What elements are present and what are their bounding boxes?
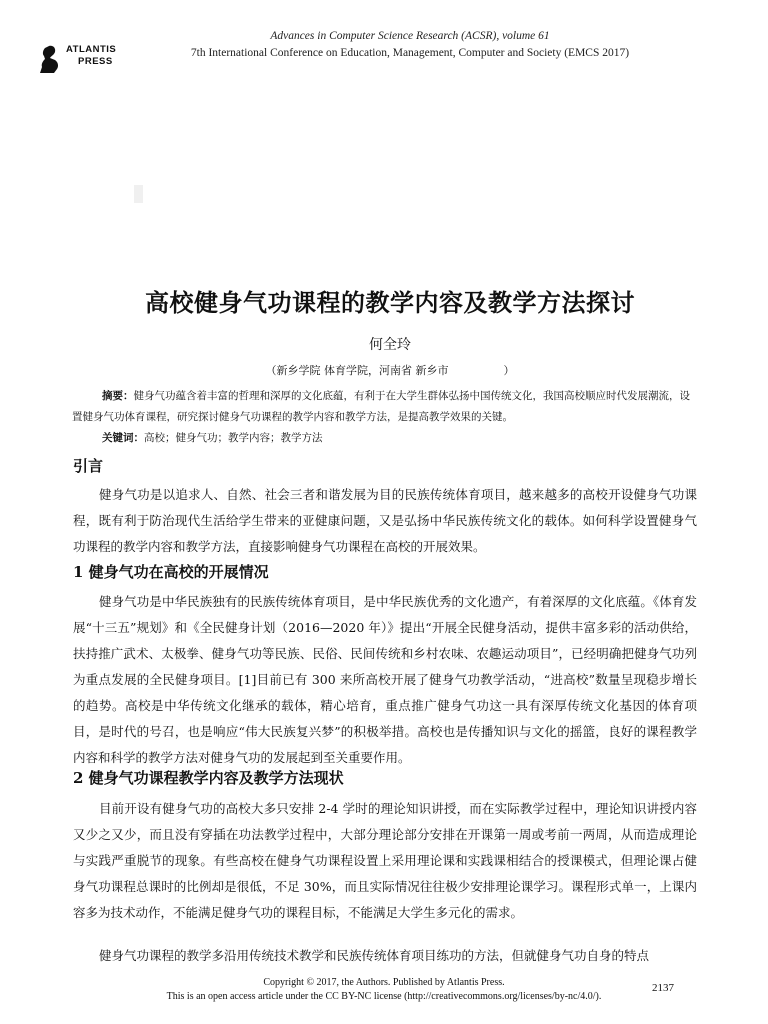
keywords-text: 高校；健身气功；教学内容；教学方法 — [144, 432, 323, 444]
publisher-name-line1: ATLANTIS — [66, 44, 117, 55]
abstract — [72, 386, 696, 428]
abstract-text: 健身气功蕴含着丰富的哲理和深厚的文化底蕴，有利于在大学生群体弘扬中国传统文化，我国高校顺应时代发展潮流，设置健身气功体育课程，研究探讨健身气功课程的教学内容和教学方法，是提高教学效果的关键。 — [72, 390, 690, 423]
section-heading-1: 1 健身气功在高校的开展情况 — [73, 563, 269, 581]
journal-title: Advances in Computer Science Research (ACSR), volume 61 — [270, 30, 550, 42]
thinker-silhouette-icon — [36, 44, 62, 74]
page-number: 2137 — [652, 982, 674, 994]
paragraph: 目前开设有健身气功的高校大多只安排 2-4 学时的理论知识讲授，而在实际教学过程中，理论知识讲授内容又少之又少，而且没有穿插在功法教学过程中，大部分理论部分安排在开课第一周或考前一两周，从而造成理论与实践严重脱节的现象。有些高校在健身气功课程设置上采用理论课和实践课相结合的授课模式，但理论课占健身气功课程总课时的比例却是很低，不足 30%，而且实际情况往往极少安排理论课学习。课程形式单一，上课内容多为技术动作，不能满足健身气功的课程目标，不能满足大学生多元化的需求。 — [73, 801, 697, 920]
publisher-name-line2: PRESS — [78, 56, 113, 67]
paragraph: 健身气功是以追求人、自然、社会三者和谐发展为目的民族传统体育项目，越来越多的高校开设健身气功课程，既有利于防治现代生活给学生带来的亚健康问题，又是弘扬中华民族传统文化的载体。如何科学设置健身气功课程的教学内容和教学方法，直接影响健身气功课程在高校的开展效果。 — [73, 487, 697, 554]
author-affiliation: （新乡学院 体育学院，河南省 新乡市 ） — [265, 364, 515, 377]
page-footer — [100, 976, 668, 1004]
license-notice: This is an open access article under the CC BY-NC license (http://creativecommons.org/licenses/by-nc/4.0/). — [166, 991, 602, 1002]
keywords-label: 关键词： — [102, 432, 144, 444]
conference-title: 7th International Conference on Education, Management, Computer and Society (EMCS 2017) — [190, 47, 630, 59]
section-heading-2: 2 健身气功课程教学内容及教学方法现状 — [73, 769, 344, 787]
paper-title: 高校健身气功课程的教学内容及教学方法探讨 — [145, 288, 635, 317]
abstract-label: 摘要： — [102, 390, 134, 402]
paragraph: 健身气功是中华民族独有的民族传统体育项目，是中华民族优秀的文化遗产，有着深厚的文化底蕴。《体育发展“十三五”规划》和《全民健身计划（2016—2020 年）》提出“开展全民健身活动，提供丰富多彩的活动供给，扶持推广武术、太极拳、健身气功等民族、民俗、民间传统和乡村农味、农趣运动项目”，已经明确把健身气功列为重点发展的全民健身项目。[1]目前已有 300 来所高校开展了健身气功教学活动，“进高校”数量呈现稳步增长的趋势。高校是中华传统文化继承的载体，精心培育，重点推广健身气功这一具有深厚传统文化基因的体育项目，是时代的号召，也是响应“伟大民族复兴梦”的积极举措。高校也是传播知识与文化的摇篮，良好的课程教学内容和科学的教学方法对健身气功的发展起到至关重要作用。 — [73, 594, 697, 765]
publisher-logo — [36, 42, 126, 76]
page-header — [0, 0, 768, 80]
paper-author: 何全玲 — [369, 337, 411, 353]
blank-marker — [134, 185, 143, 203]
copyright-notice: Copyright © 2017, the Authors. Published by Atlantis Press. — [263, 977, 505, 988]
section-heading-intro: 引言 — [73, 457, 104, 475]
paragraph: 健身气功课程的教学多沿用传统技术教学和民族传统体育项目练功的方法，但就健身气功自身的特点 — [99, 948, 650, 963]
keywords — [102, 430, 323, 445]
